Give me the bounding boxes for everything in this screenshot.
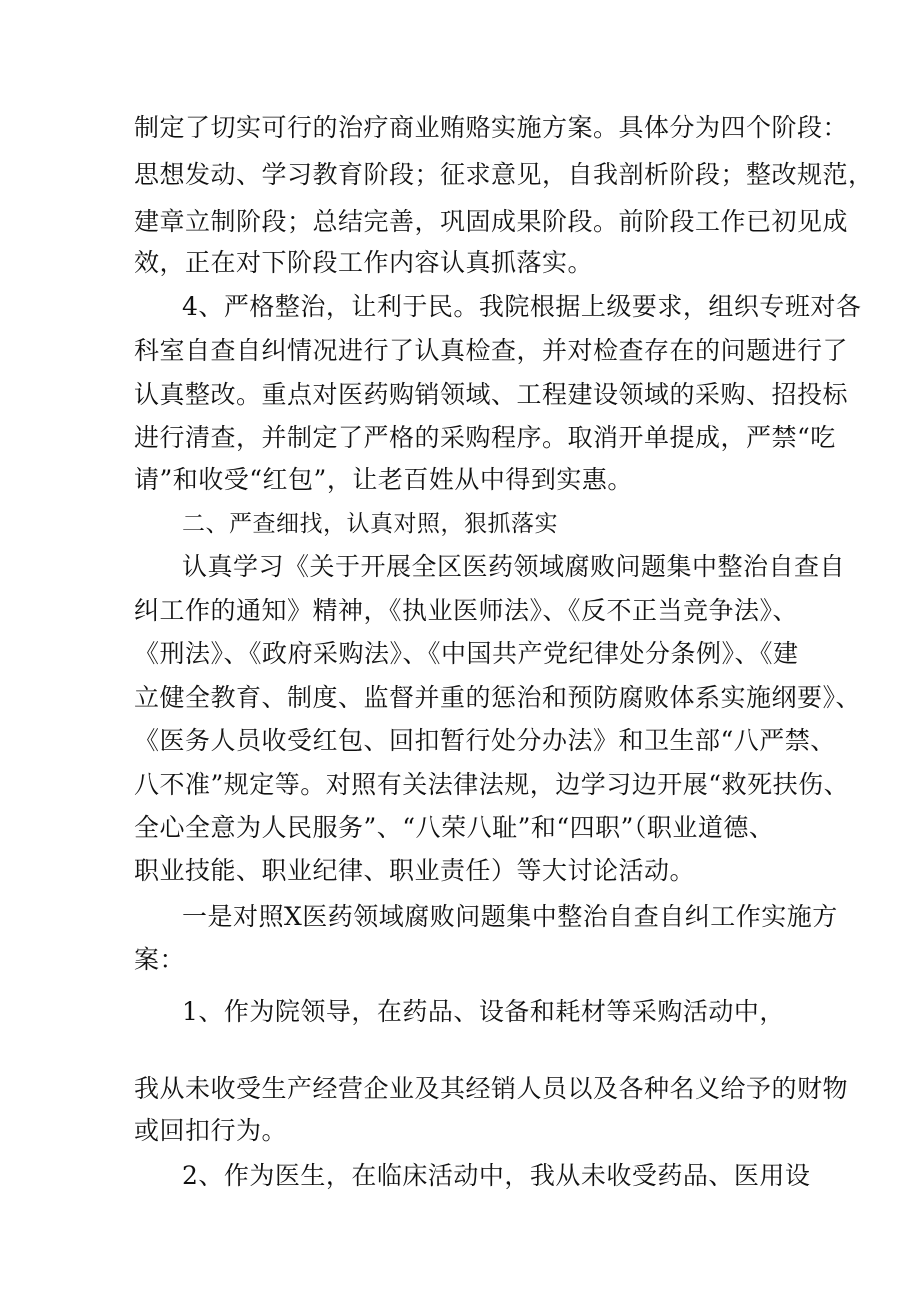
text-line: 立健全教育、制度、监督并重的惩治和预防腐败体系实施纲要》、: [134, 683, 862, 712]
text-line: 效，正在对下阶段工作内容认真抓落实。: [134, 248, 594, 277]
text-line: 或回扣行为。: [134, 1116, 288, 1145]
text-line: 认真整改。重点对医药购销领域、工程建设领域的采购、招投标: [134, 380, 849, 409]
text-line: 认真学习《关于开展全区医药领域腐败问题集中整治自查自: [182, 552, 846, 581]
text-line: 案：: [134, 945, 186, 974]
section-heading: 二、严查细找，认真对照，狠抓落实: [182, 511, 558, 537]
text-line: 一是对照X医药领域腐败问题集中整治自查自纠工作实施方: [182, 902, 838, 931]
text-line: 请”和收受“红包”，让老百姓从中得到实惠。: [134, 465, 633, 494]
text-line: 4、严格整治，让利于民。我院根据上级要求，组织专班对各: [182, 292, 862, 321]
text-line: 2、作为医生，在临床活动中，我从未收受药品、医用设: [182, 1161, 811, 1190]
text-line: 我从未收受生产经营企业及其经销人员以及各种名义给予的财物: [134, 1074, 849, 1103]
text-line: 1、作为院领导，在药品、设备和耗材等采购活动中，: [182, 997, 785, 1026]
text-line: 《医务人员收受红包、回扣暂行处分办法》和卫生部“八严禁、: [134, 726, 836, 755]
text-line: 思想发动、学习教育阶段；征求意见，自我剖析阶段；整改规范，: [134, 160, 874, 189]
text-line: 科室自查自纠情况进行了认真检查，并对检查存在的问题进行了: [134, 336, 849, 365]
text-line: 八不准”规定等。对照有关法律法规，边学习边开展“救死扶伤、: [134, 770, 850, 799]
text-line: 全心全意为人民服务”、“八荣八耻”和“四职”（职业道德、: [134, 813, 775, 842]
text-line: 职业技能、职业纪律、职业责任）等大讨论活动。: [134, 856, 696, 885]
text-line: 建章立制阶段；总结完善，巩固成果阶段。前阶段工作已初见成: [134, 207, 849, 236]
text-line: 进行清查，并制定了严格的采购程序。取消开单提成，严禁“吃: [134, 423, 836, 452]
text-line: 纠工作的通知》精神，《执业医师法》、《反不正当竞争法》、: [134, 596, 799, 625]
text-line: 《刑法》、《政府采购法》、《中国共产党纪律处分条例》、《建: [134, 639, 799, 668]
text-line: 制定了切实可行的治疗商业贿赂实施方案。具体分为四个阶段：: [134, 113, 849, 142]
